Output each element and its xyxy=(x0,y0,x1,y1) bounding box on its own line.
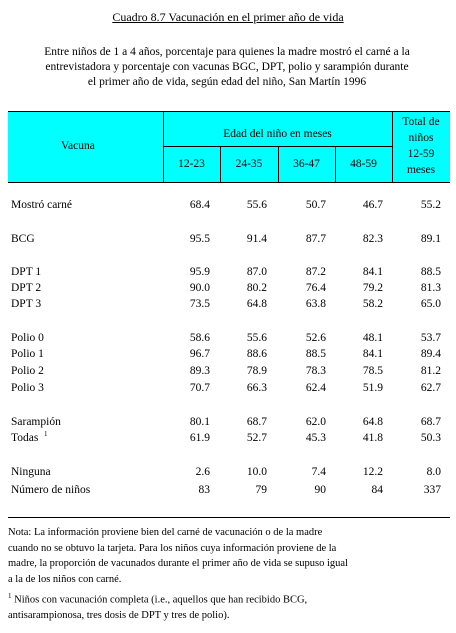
header-col: 12-23 xyxy=(178,158,205,170)
row-value: 88.5 xyxy=(420,266,441,278)
row-value: 64.8 xyxy=(362,416,383,428)
row-value: 89.1 xyxy=(420,233,441,245)
row-value: 80.2 xyxy=(246,282,267,294)
header-col: 48-59 xyxy=(350,158,377,170)
row-value: 78.3 xyxy=(305,365,326,377)
row-value: 65.0 xyxy=(420,298,441,310)
header-divider xyxy=(163,146,392,147)
table-row xyxy=(0,382,456,398)
row-value: 82.3 xyxy=(362,233,383,245)
row-value: 89.3 xyxy=(189,365,210,377)
row-value: 58.2 xyxy=(362,298,383,310)
row-value: 63.8 xyxy=(305,298,326,310)
row-value: 90.0 xyxy=(189,282,210,294)
row-value: 91.4 xyxy=(246,233,267,245)
row-label: DPT 1 xyxy=(11,266,42,278)
row-label: Polio 1 xyxy=(11,348,44,360)
header-total-line: niños xyxy=(408,132,434,144)
row-value: 87.7 xyxy=(305,233,326,245)
row-label: Polio 2 xyxy=(11,365,44,377)
row-value: 88.6 xyxy=(246,348,267,360)
row-value: 55.6 xyxy=(246,199,267,211)
row-value: 8.0 xyxy=(426,466,441,478)
row-value: 62.4 xyxy=(305,382,326,394)
row-value: 73.5 xyxy=(189,298,210,310)
row-value: 53.7 xyxy=(420,332,441,344)
table-subtitle xyxy=(14,45,440,90)
row-value: 50.7 xyxy=(305,199,326,211)
row-value: 87.0 xyxy=(246,266,267,278)
header-edad: Edad del niño en meses xyxy=(223,128,332,140)
row-label: Sarampión xyxy=(11,416,61,428)
header-total-line: meses xyxy=(406,164,436,176)
table-row xyxy=(0,298,456,314)
table-row xyxy=(0,348,456,364)
note-line: cuando no se obtuvo la tarjeta. Para los niños cuya información proviene de la xyxy=(8,542,337,554)
row-label: DPT 2 xyxy=(11,282,42,294)
row-label: Mostró carné xyxy=(11,199,72,211)
row-value: 62.7 xyxy=(420,382,441,394)
header-col: 36-47 xyxy=(293,158,320,170)
row-value: 58.6 xyxy=(189,332,210,344)
row-value: 52.7 xyxy=(246,432,267,444)
row-label: Polio 0 xyxy=(11,332,44,344)
row-footnote-mark: 1 xyxy=(44,430,48,438)
row-value: 95.9 xyxy=(189,266,210,278)
header-vacuna: Vacuna xyxy=(61,140,95,152)
header-total xyxy=(392,114,450,178)
footnote xyxy=(8,589,448,608)
row-label: BCG xyxy=(11,233,35,245)
row-value: 12.2 xyxy=(362,466,383,478)
row-value: 68.4 xyxy=(189,199,210,211)
note-line: madre, la proporción de vacunados durante el primer año de vida se supuso igual xyxy=(8,558,348,569)
row-value: 48.1 xyxy=(362,332,383,344)
row-label: Número de niños xyxy=(11,484,91,496)
table-header xyxy=(8,111,450,183)
row-value: 68.7 xyxy=(246,416,267,428)
row-value: 46.7 xyxy=(362,199,383,211)
row-value: 87.2 xyxy=(305,266,326,278)
row-value: 62.0 xyxy=(305,416,326,428)
row-value: 68.7 xyxy=(420,416,441,428)
row-value: 80.1 xyxy=(189,416,210,428)
row-value: 89.4 xyxy=(420,348,441,360)
header-divider xyxy=(163,112,164,182)
table-row xyxy=(0,199,456,215)
row-value: 7.4 xyxy=(311,466,326,478)
row-value: 84 xyxy=(371,484,383,496)
row-value: 78.9 xyxy=(246,365,267,377)
row-value: 88.5 xyxy=(305,348,326,360)
row-value: 96.7 xyxy=(189,348,210,360)
footnote-line: Niños con vacunación completa (i.e., aquellos que han recibido BCG, xyxy=(11,594,308,606)
table-row xyxy=(0,484,456,500)
row-value: 55.2 xyxy=(420,199,441,211)
table-bottom-rule xyxy=(8,517,450,518)
row-value: 95.5 xyxy=(189,233,210,245)
row-label: Polio 3 xyxy=(11,382,44,394)
row-value: 10.0 xyxy=(246,466,267,478)
table-row xyxy=(0,365,456,381)
subtitle-line: Entre niños de 1 a 4 años, porcentaje para quienes la madre mostró el carné a la xyxy=(44,46,410,58)
table-row xyxy=(0,332,456,348)
header-total-line: Total de xyxy=(402,116,440,128)
row-value: 76.4 xyxy=(305,282,326,294)
row-value: 78.5 xyxy=(362,365,383,377)
note-line: a la de los niños con carné. xyxy=(8,573,122,585)
row-value: 337 xyxy=(423,484,441,496)
table-row xyxy=(0,266,456,282)
footnote-line: antisarampionosa, tres dosis de DPT y tres de polio). xyxy=(8,610,230,621)
header-total-line: 12-59 xyxy=(407,148,435,160)
footnote-mark: 1 xyxy=(8,592,12,600)
table-row xyxy=(0,233,456,249)
row-value: 45.3 xyxy=(305,432,326,444)
subtitle-line: entrevistadora y porcentaje con vacunas BGC, DPT, polio y sarampión durante xyxy=(45,61,409,73)
row-value: 70.7 xyxy=(189,382,210,394)
table-title: Cuadro 8.7 Vacunación en el primer año de vida xyxy=(112,10,344,24)
row-value: 2.6 xyxy=(195,466,210,478)
row-value: 61.9 xyxy=(189,432,210,444)
row-value: 83 xyxy=(198,484,210,496)
row-value: 66.3 xyxy=(246,382,267,394)
note-line: Nota: La información proviene bien del carné de vacunación o de la madre xyxy=(8,527,323,538)
row-value: 41.8 xyxy=(362,432,383,444)
row-value: 50.3 xyxy=(420,432,441,444)
row-value: 84.1 xyxy=(362,266,383,278)
table-row xyxy=(0,416,456,432)
row-value: 55.6 xyxy=(246,332,267,344)
subtitle-line: el primer año de vida, según edad del niño, San Martín 1996 xyxy=(87,76,367,88)
table-row xyxy=(0,282,456,298)
row-label: Ninguna xyxy=(11,466,51,478)
row-value: 51.9 xyxy=(362,382,383,394)
header-col: 24-35 xyxy=(235,158,263,170)
row-value: 79 xyxy=(255,484,267,496)
row-value: 90 xyxy=(314,484,326,496)
row-label: DPT 3 xyxy=(11,298,42,310)
table-note xyxy=(8,525,448,624)
row-value: 52.6 xyxy=(305,332,326,344)
table-row xyxy=(0,432,456,448)
row-value: 81.2 xyxy=(420,365,441,377)
row-value: 64.8 xyxy=(246,298,267,310)
row-value: 81.3 xyxy=(420,282,441,294)
table-row xyxy=(0,466,456,482)
row-value: 79.2 xyxy=(362,282,383,294)
row-value: 84.1 xyxy=(362,348,383,360)
row-label: Todas xyxy=(11,432,39,444)
